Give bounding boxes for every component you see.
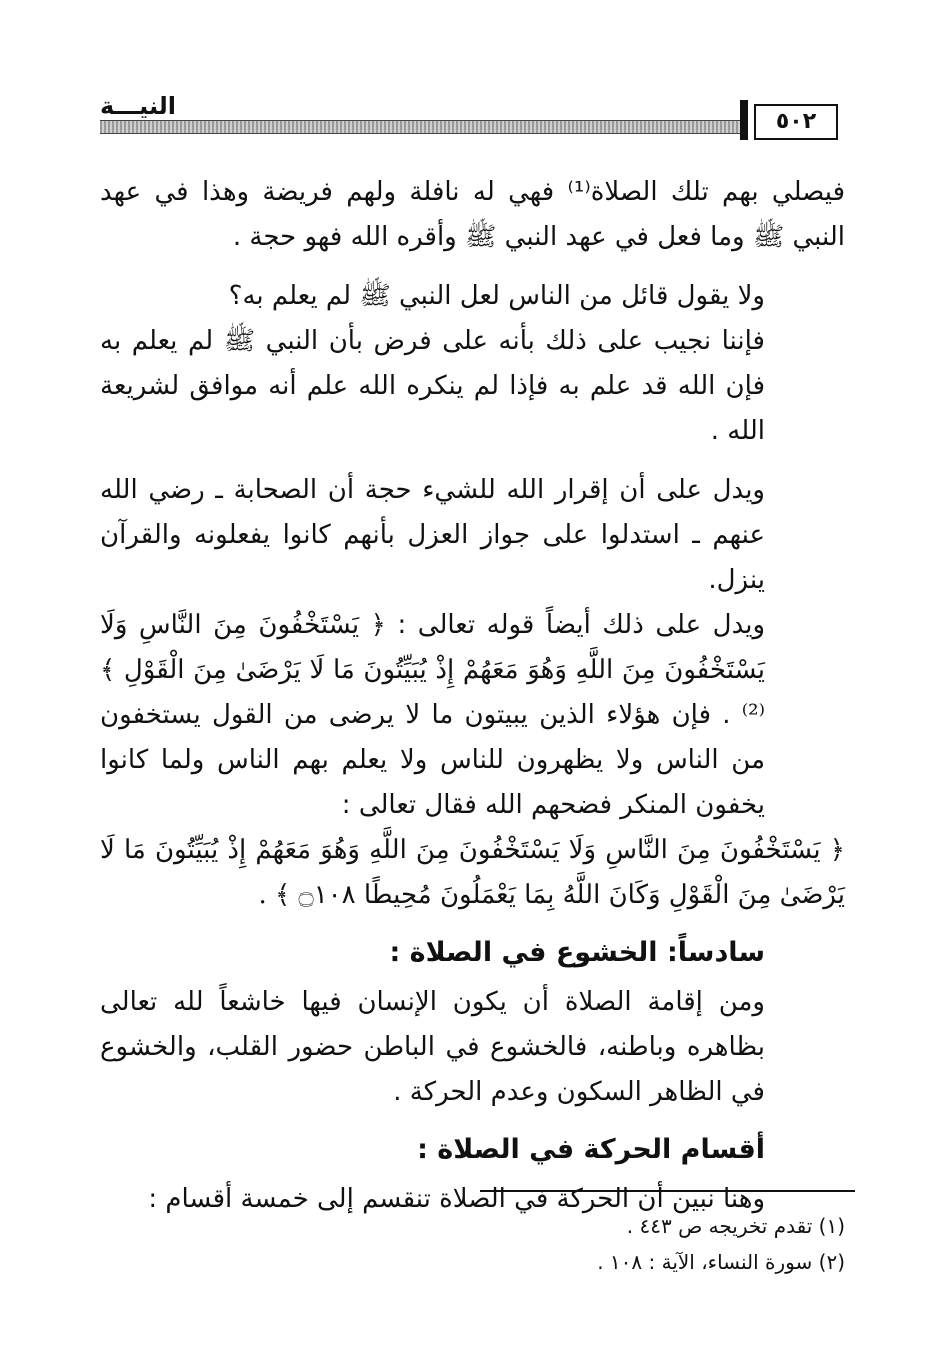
paragraph: فإننا نجيب على ذلك بأنه على فرض بأن النبي ﷺ لم يعلم به فإن الله قد علم به فإذا لم ينكره الله علم أنه موافق لشريعة الله .	[100, 326, 765, 446]
paragraph-text: . فإن هؤلاء الذين يبيتون ما لا يرضى من القول يستخفون من الناس ولا يظهرون للناس ولا يعلم بهم الناس ولما كانوا يخفون المنكر فضحهم الله فقال تعالى :	[100, 700, 765, 820]
footnotes	[100, 1208, 845, 1280]
quran-verse: ﴿ يَسْتَخْفُونَ مِنَ النَّاسِ وَلَا يَسْتَخْفُونَ مِنَ اللَّهِ وَهُوَ مَعَهُمْ إِذْ يُبَيِّتُونَ مَا لَا يَرْضَىٰ مِنَ الْقَوْلِ ﴾⁽²⁾	[100, 610, 765, 730]
page-number: ٥٠٢	[754, 104, 838, 140]
paragraph: ومن إقامة الصلاة أن يكون الإنسان فيها خاشعاً لله تعالى بظاهره وباطنه، فالخشوع في الباطن حضور القلب، والخشوع في الظاهر السكون وعدم الحركة .	[100, 987, 765, 1107]
page-number-marker	[740, 100, 748, 140]
verse-intro: ويدل على ذلك أيضاً قوله تعالى :	[397, 610, 766, 640]
paragraph: فيصلي بهم تلك الصلاة⁽¹⁾ فهي له نافلة ولهم فريضة وهذا في عهد النبي ﷺ وما فعل في عهد النبي ﷺ وأقره الله فهو حجة .	[100, 177, 846, 252]
paragraph: ولا يقول قائل من الناس لعل النبي ﷺ لم يعلم به؟	[228, 281, 765, 311]
paragraph: وهنا نبين أن الحركة في الصلاة تنقسم إلى خمسة أقسام :	[148, 1184, 765, 1214]
main-text	[100, 170, 845, 1222]
paragraph: ويدل على أن إقرار الله للشيء حجة أن الصحابة ـ رضي الله عنهم ـ استدلوا على جواز العزل بأنهم كانوا يفعلونه والقرآن ينزل.	[100, 475, 765, 595]
header-rule	[100, 120, 850, 134]
running-title: النيـــة	[100, 92, 176, 120]
footnote-separator	[480, 1190, 855, 1192]
page-number-box	[740, 100, 850, 140]
section-heading: سادساً: الخشوع في الصلاة :	[389, 937, 765, 968]
page-header	[100, 92, 850, 144]
quran-verse: ﴿ يَسْتَخْفُونَ مِنَ النَّاسِ وَلَا يَسْتَخْفُونَ مِنَ اللَّهِ وَهُوَ مَعَهُمْ إِذْ يُبَيِّتُونَ مَا لَا يَرْضَىٰ مِنَ الْقَوْلِ وَكَانَ اللَّهُ بِمَا يَعْمَلُونَ مُحِيطًا ۝١٠٨ ﴾ .	[100, 835, 845, 910]
paragraph	[100, 603, 845, 828]
footnote: (١) تقدم تخريجه ص ٤٤٣ .	[626, 1214, 845, 1238]
footnote: (٢) سورة النساء، الآية : ١٠٨ .	[597, 1250, 845, 1274]
section-heading: أقسام الحركة في الصلاة :	[417, 1134, 765, 1165]
